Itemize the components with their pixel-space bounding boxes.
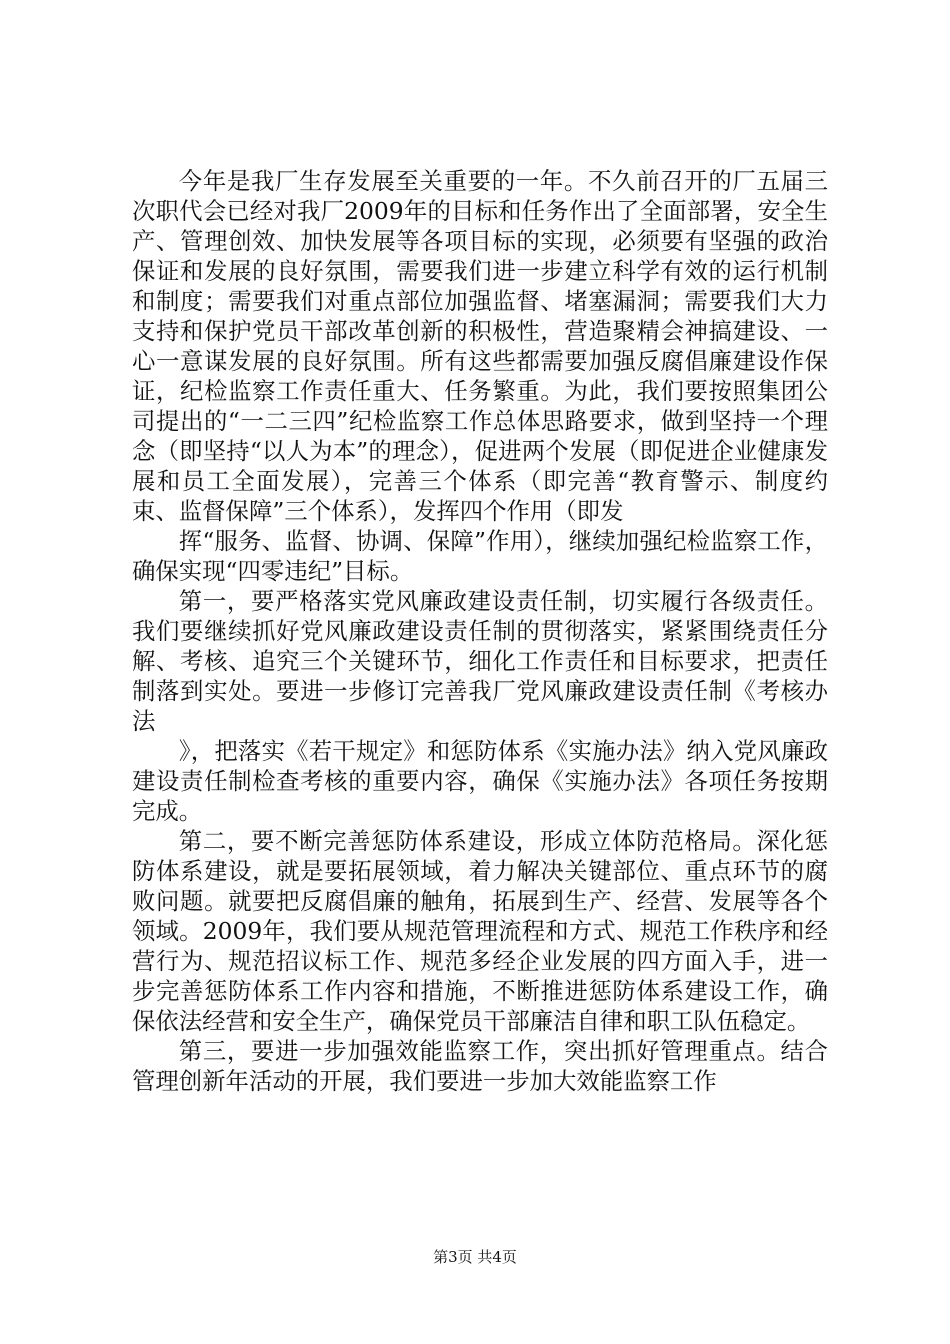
paragraph: 第二，要不断完善惩防体系建设，形成立体防范格局。深化惩防体系建设，就是要拓展领域，着力解决关键部位、重点环节的腐败问题。就要把反腐倡廉的触角，拓展到生产、经营、发展等各个领域。2009年，我们要从规范管理流程和方式、规范工作秩序和经营行为、规范招议标工作、规范多经企业发展的四方面入手，进一步完善惩防体系工作内容和措施，不断推进惩防体系建设工作，确保依法经营和安全生产，确保党员干部廉洁自律和职工队伍稳定。 (132, 827, 828, 1035)
paragraph: 第三，要进一步加强效能监察工作，突出抓好管理重点。结合管理创新年活动的开展，我们要进一步加大效能监察工作 (132, 1037, 828, 1095)
page-number: 第3页 共4页 (433, 1248, 517, 1266)
paragraph: 第一，要严格落实党风廉政建设责任制，切实履行各级责任。我们要继续抓好党风廉政建设责任制的贯彻落实，紧紧围绕责任分解、考核、追究三个关键环节，细化工作责任和目标要求，把责任制落到实处。要进一步修订完善我厂党风廉政建设责任制《考核办法 (132, 587, 828, 735)
page-footer (0, 1246, 950, 1267)
document-body (132, 166, 828, 1096)
paragraph: 挥“服务、监督、协调、保障”作用），继续加强纪检监察工作，确保实现“四零违纪”目标。 (132, 527, 828, 585)
paragraph: 今年是我厂生存发展至关重要的一年。不久前召开的厂五届三次职代会已经对我厂2009年的目标和任务作出了全面部署，安全生产、管理创效、加快发展等各项目标的实现，必须要有坚强的政治保证和发展的良好氛围，需要我们进一步建立科学有效的运行机制和制度；需要我们对重点部位加强监督、堵塞漏洞；需要我们大力支持和保护党员干部改革创新的积极性，营造聚精会神搞建设、一心一意谋发展的良好氛围。所有这些都需要加强反腐倡廉建设作保证，纪检监察工作责任重大、任务繁重。为此，我们要按照集团公司提出的“一二三四”纪检监察工作总体思路要求，做到坚持一个理念（即坚持“以人为本”的理念），促进两个发展（即促进企业健康发展和员工全面发展），完善三个体系（即完善“教育警示、制度约束、监督保障”三个体系），发挥四个作用（即发 (132, 167, 828, 525)
paragraph: 》，把落实《若干规定》和惩防体系《实施办法》纳入党风廉政建设责任制检查考核的重要内容，确保《实施办法》各项任务按期完成。 (132, 737, 828, 825)
